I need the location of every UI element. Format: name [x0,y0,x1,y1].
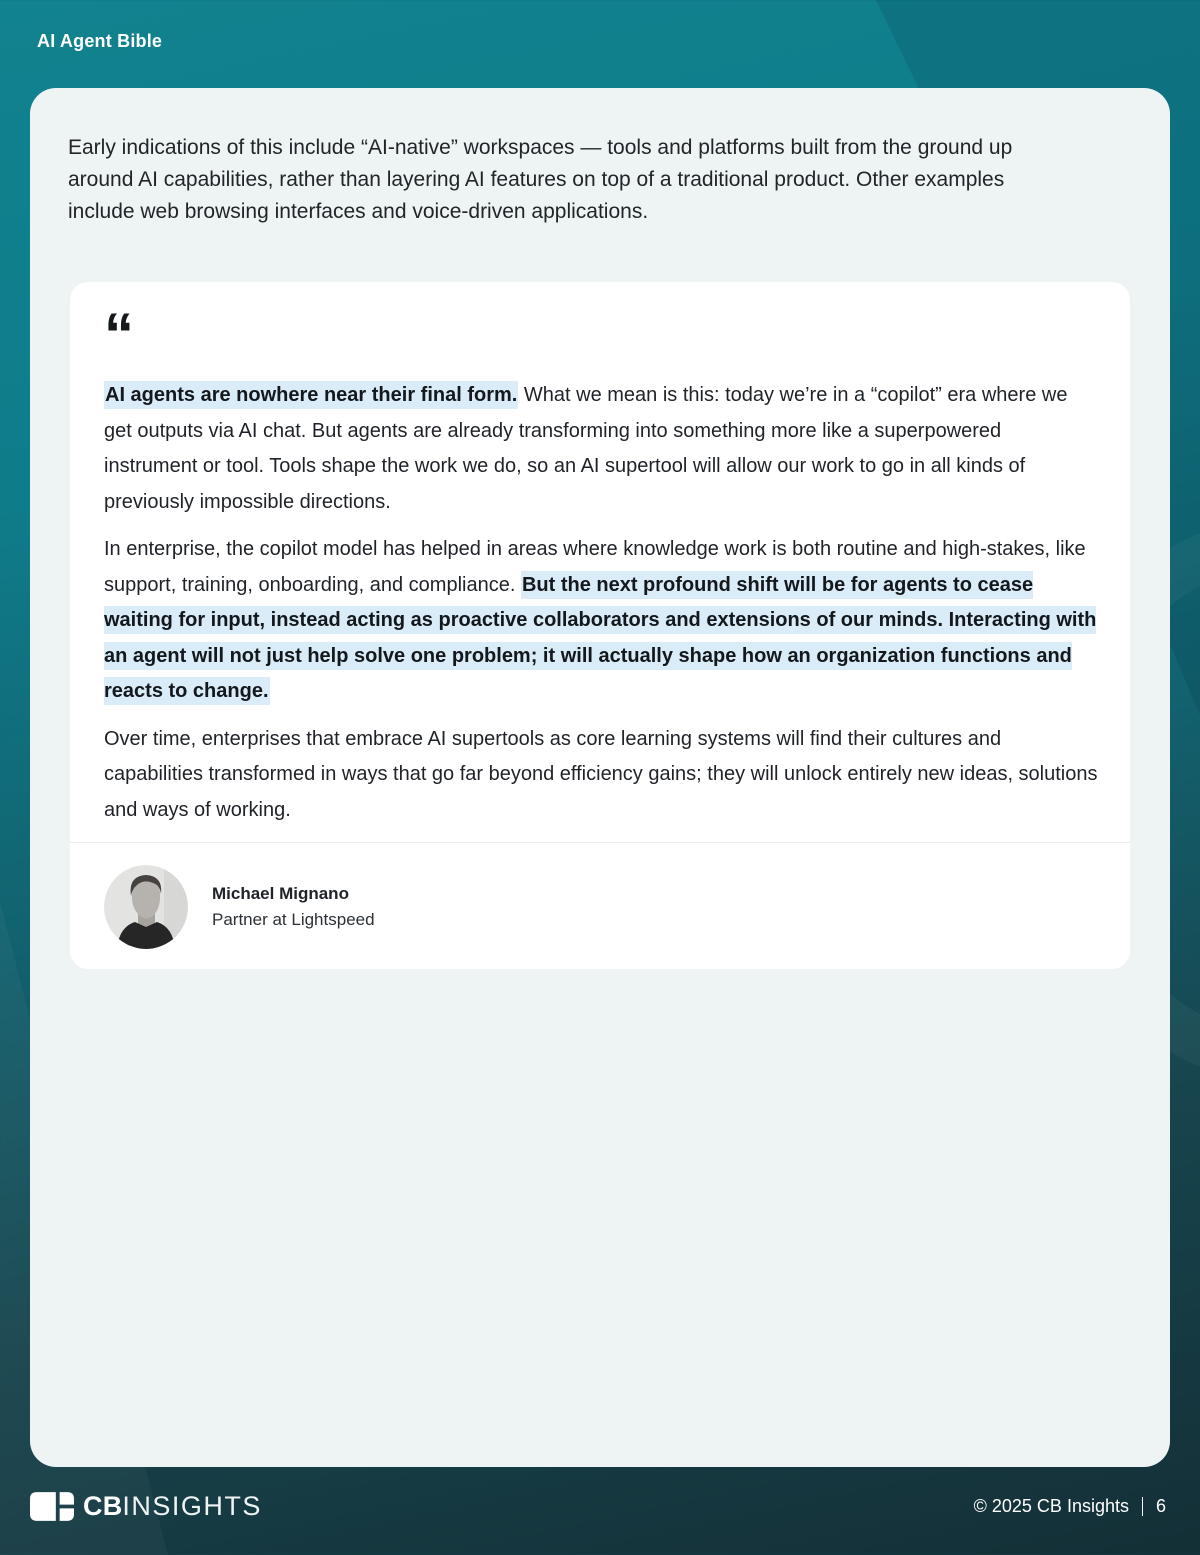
quote-body [70,282,1130,828]
quote-text: In enterprise, the copilot model has helped in areas where knowledge work is both routine and high-stakes, like support, training, onboarding, and compliance. [104,538,1086,596]
page-footer [30,1484,1166,1528]
open-quote-icon: “ [104,301,132,368]
quote-paragraph [104,722,1098,829]
cb-insights-logo-icon [30,1492,74,1521]
quote-highlighted-text: AI agents are nowhere near their final form. [104,381,518,409]
footer-separator [1142,1497,1143,1516]
attribution-title: Partner at Lightspeed [212,910,375,929]
quote-paragraph [104,378,1098,520]
page-number: 6 [1155,1495,1166,1516]
content-card [30,88,1170,1467]
quote-text: What we mean is this: today we’re in a “copilot” era where we get outputs via AI chat. But agents are already transforming into something more like a superpowered instrument or tool. Tools shape the work we do, so an AI supertool will allow our work to go in all kinds of previously impossible directions. [104,384,1068,513]
avatar [104,865,188,949]
attribution-name: Michael Mignano [212,884,349,903]
brand-wordmark [83,1490,262,1521]
quote-highlighted-text: But the next profound shift will be for agents to cease waiting for input, instead acting as proactive collaborators and extensions of our minds. Interacting with an agent will not just help solve one problem; it will actually shape how an organization functions and reacts to change. [104,571,1096,706]
quote-card [70,282,1130,969]
brand-logo [30,1492,262,1521]
brand-wordmark-bold: CB [83,1490,123,1521]
page-title: AI Agent Bible [37,31,163,51]
quote-attribution [70,843,1130,969]
footer-copyright-block [974,1496,1166,1517]
brand-wordmark-light: INSIGHTS [122,1490,262,1521]
quote-paragraph [104,532,1098,710]
attribution-text [212,881,375,933]
quote-text: Over time, enterprises that embrace AI supertools as core learning systems will find their cultures and capabilities transformed in ways that go far beyond efficiency gains; they will unlock entirely new ideas, solutions and ways of working. [104,727,1098,821]
intro-paragraph: Early indications of this include “AI-native” workspaces — tools and platforms built from the ground up around AI capabilities, rather than layering AI features on top of a traditional product. Other examples include web browsing interfaces and voice-driven applications. [68,136,1013,223]
copyright-text: © 2025 CB Insights [973,1495,1129,1516]
quote-paragraphs [104,378,1096,828]
